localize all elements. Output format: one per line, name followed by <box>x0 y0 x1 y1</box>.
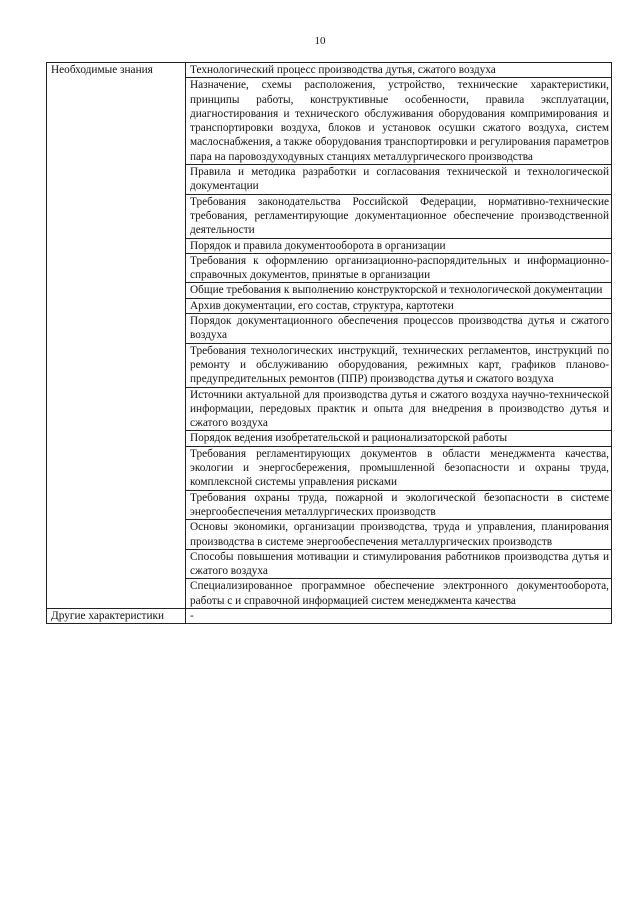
table-row <box>47 63 612 78</box>
knowledge-item: Правила и методика разработки и согласования технической и технологической документации <box>186 165 612 195</box>
knowledge-item: Способы повышения мотивации и стимулирования работников производства дутья и сжатого воздуха <box>186 549 612 579</box>
page-number: 10 <box>314 35 326 47</box>
knowledge-item: Основы экономики, организации производства, труда и управления, планирования производства в системе энергообеспечения металлургических производств <box>186 520 612 550</box>
knowledge-item: Назначение, схемы расположения, устройство, технические характеристики, принципы работы, конструктивные особенности, правила эксплуатации, диагностирования и технического обслуживания оборудования компримирования и транспортировки воздуха, блоков и установок осушки сжатого воздуха, систем маслоснабжения, а также оборудования транспортировки и регулирования параметров пара на паровоздуходувных станциях металлургического производства <box>186 78 612 165</box>
other-characteristics-value: - <box>186 608 612 623</box>
knowledge-item: Требования законодательства Российской Федерации, нормативно-технические требования, регламентирующие документационное обеспечение производственной деятельности <box>186 194 612 238</box>
knowledge-item: Технологический процесс производства дутья, сжатого воздуха <box>186 63 612 78</box>
knowledge-item: Специализированное программное обеспечение электронного документооборота, работы с и справочной информацией систем менеджмента качества <box>186 579 612 609</box>
knowledge-item: Порядок документационного обеспечения процессов производства дутья и сжатого воздуха <box>186 314 612 344</box>
knowledge-item: Порядок ведения изобретательской и рационализаторской работы <box>186 431 612 446</box>
other-characteristics-label: Другие характеристики <box>47 608 186 623</box>
knowledge-item: Требования регламентирующих документов в области менеджмента качества, экологии и энергосбережения, промышленной безопасности и охраны труда, комплексной системы управления рисками <box>186 446 612 490</box>
knowledge-table <box>46 62 612 624</box>
knowledge-item: Архив документации, его состав, структура, картотеки <box>186 298 612 313</box>
knowledge-item: Общие требования к выполнению конструкторской и технологической документации <box>186 283 612 298</box>
knowledge-item: Требования охраны труда, пожарной и экологической безопасности в системе энергообеспечения металлургических производств <box>186 490 612 520</box>
knowledge-item: Требования к оформлению организационно-распорядительных и информационно-справочных документов, принятые в организации <box>186 253 612 283</box>
knowledge-item: Порядок и правила документооборота в организации <box>186 238 612 253</box>
knowledge-item: Требования технологических инструкций, технических регламентов, инструкций по ремонту и обслуживанию оборудования, режимных карт, графиков планово-предупредительных ремонтов (ППР) производства дутья и сжатого воздуха <box>186 343 612 387</box>
knowledge-item: Источники актуальной для производства дутья и сжатого воздуха научно-технической информации, передовых практик и опыта для внедрения в производство дутья и сжатого воздуха <box>186 387 612 431</box>
knowledge-label: Необходимые знания <box>47 63 186 609</box>
table-row <box>47 608 612 623</box>
